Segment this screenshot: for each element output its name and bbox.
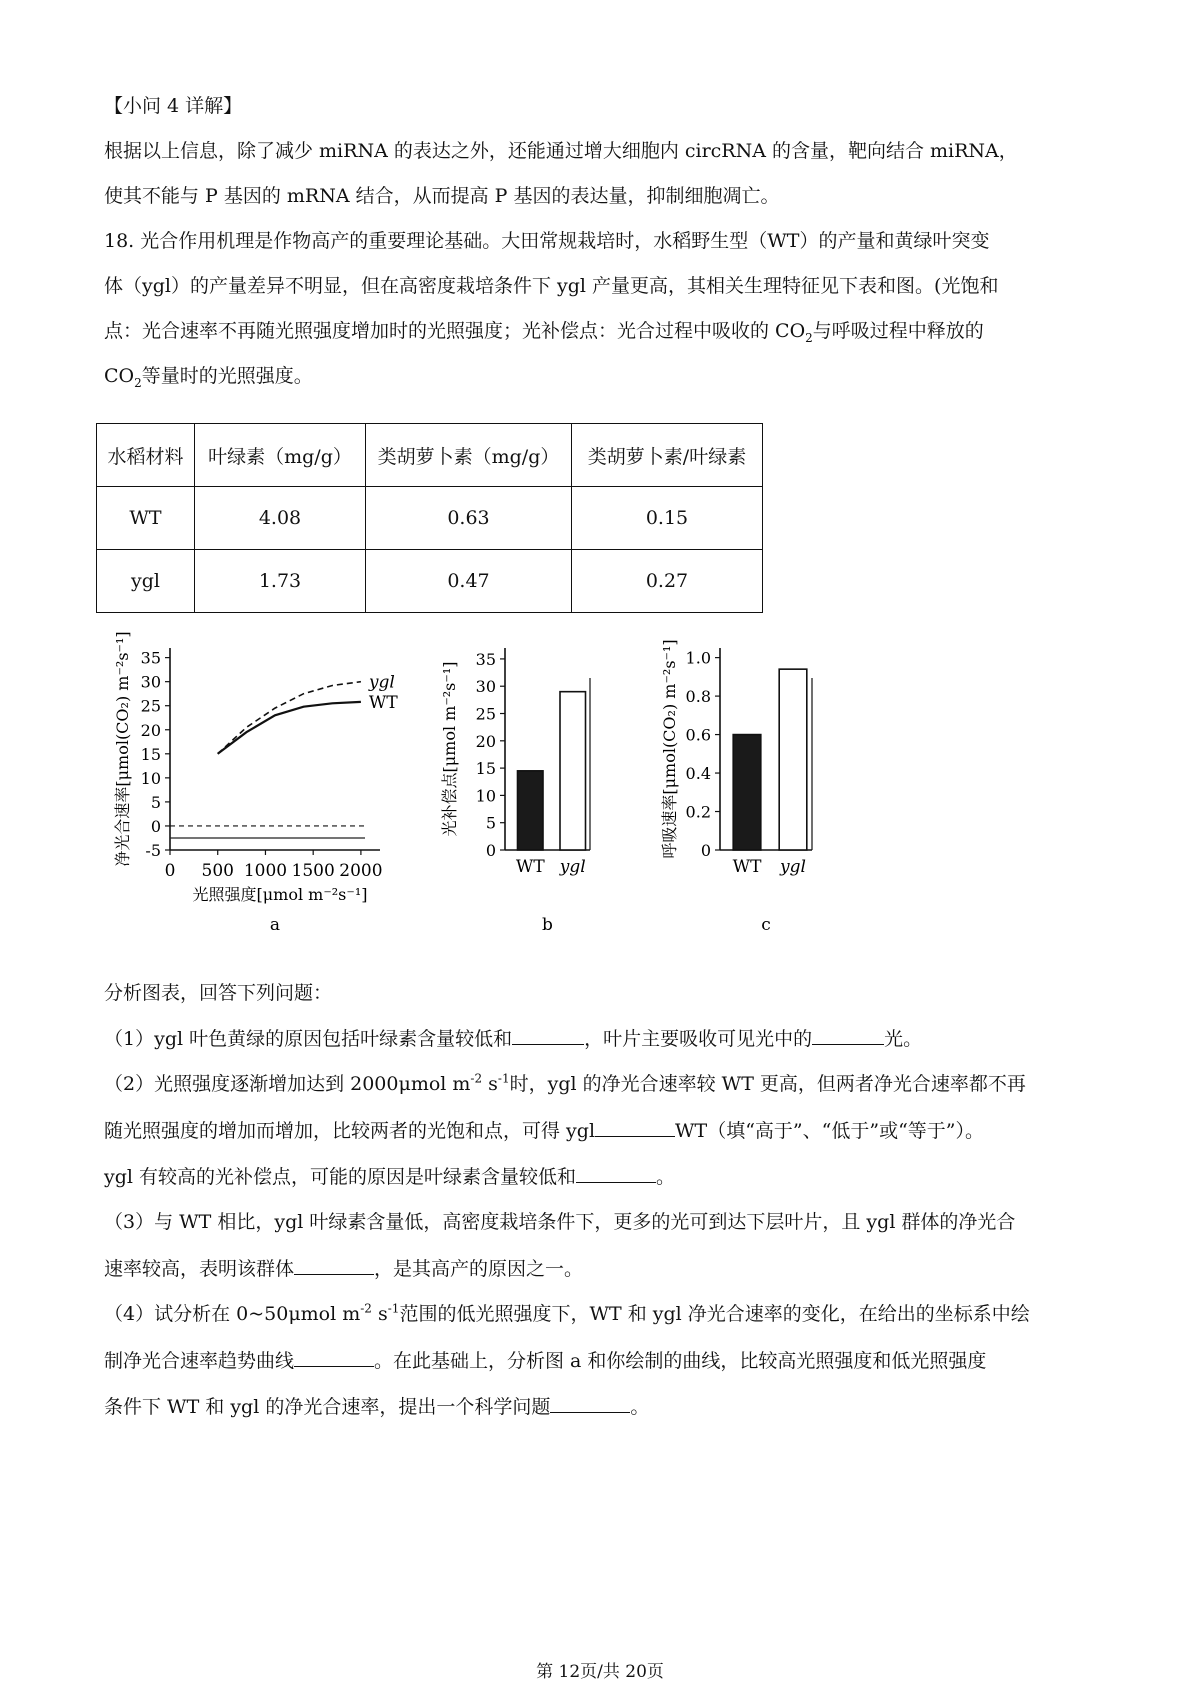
- chart-a-y-tick-label: 25: [140, 696, 161, 716]
- chart-c-y-label: 呼吸速率[μmol(CO₂) m⁻²s⁻¹]: [660, 639, 679, 859]
- chart-b-y-tick-label: 15: [475, 759, 496, 779]
- chart-b-y-tick-label: 25: [475, 704, 496, 724]
- table-cell: 0.47: [366, 550, 572, 613]
- question-2: 随光照强度的增加而增加，比较两者的光饱和点，可得 ygl WT（填“高于”、“低于”或“等于”）。: [104, 1120, 984, 1142]
- chart-c-y-tick-label: 0.2: [685, 802, 711, 822]
- photosynthesis-figure: [110, 618, 870, 948]
- chart-b-y-tick-label: 20: [475, 731, 496, 751]
- chart-a-y-tick-label: -5: [145, 841, 161, 860]
- chart-b-bar: [518, 771, 544, 850]
- table-row: [97, 487, 763, 550]
- chart-b-y-label: 光补偿点[μmol m⁻²s⁻¹]: [440, 661, 459, 837]
- question-1: （1）ygl 叶色黄绿的原因包括叶绿素含量较低和 ，叶片主要吸收可见光中的 光。: [104, 1028, 923, 1050]
- chart-a-x-label: 光照强度[μmol m⁻²s⁻¹]: [192, 885, 368, 904]
- chart-a-series-line: [218, 682, 361, 754]
- answer-blank[interactable]: [576, 1164, 656, 1183]
- answer-blank[interactable]: [294, 1348, 374, 1367]
- chart-a-y-tick-label: 30: [140, 672, 161, 692]
- chart-a-series-label: WT: [368, 692, 398, 713]
- chart-c-y-tick-label: 0.4: [685, 764, 711, 784]
- table-cell: 4.08: [195, 487, 366, 550]
- answer-line: 根据以上信息，除了减少 miRNA 的表达之外，还能通过增大细胞内 circRNA 的含量，靶向结合 miRNA，: [104, 140, 1018, 162]
- pigment-table: [96, 423, 763, 613]
- chart-a-y-tick-label: 20: [140, 720, 161, 740]
- table-header-cell: 类胡萝卜素/叶绿素: [572, 424, 763, 487]
- table-row: [97, 550, 763, 613]
- table-cell: 0.15: [572, 487, 763, 550]
- section-header: 【小问 4 详解】: [104, 95, 243, 117]
- table-cell: WT: [97, 487, 195, 550]
- question-18-text: 体（ygl）的产量差异不明显，但在高密度栽培条件下 ygl 产量更高，其相关生理特征见下表和图。(光饱和: [104, 275, 999, 297]
- chart-c-panel-label: c: [761, 915, 771, 935]
- question-18-text: 18. 光合作用机理是作物高产的重要理论基础。大田常规栽培时，水稻野生型（WT）的产量和黄绿叶突变: [104, 230, 990, 252]
- chart-c-y-tick-label: 0.6: [685, 725, 711, 745]
- chart-a-y-tick-label: 35: [140, 648, 161, 668]
- chart-c-category-label: ygl: [780, 857, 806, 877]
- answer-blank[interactable]: [512, 1026, 584, 1045]
- chart-b-category-label: WT: [515, 857, 545, 877]
- answer-line: 使其不能与 P 基因的 mRNA 结合，从而提高 P 基因的表达量，抑制细胞凋亡。: [104, 185, 780, 207]
- chart-b-y-tick-label: 35: [475, 649, 496, 669]
- questions-intro: 分析图表，回答下列问题：: [104, 982, 333, 1004]
- question-18-text: $CO_2$等量时的光照强度。: [104, 365, 313, 390]
- chart-c-category-label: WT: [732, 857, 762, 877]
- chart-a-y-label: 净光合速率[μmol(CO₂) m⁻²s⁻¹]: [113, 631, 132, 867]
- question-3: 速率较高，表明该群体 ，是其高产的原因之一。: [104, 1258, 584, 1280]
- table-cell: ygl: [97, 550, 195, 613]
- question-2: ygl 有较高的光补偿点，可能的原因是叶绿素含量较低和 。: [104, 1166, 676, 1188]
- chart-b-y-tick-label: 0: [485, 841, 496, 860]
- page-footer: 第 12页/共 20页: [536, 1662, 664, 1682]
- chart-a-x-tick-label: 1000: [243, 861, 288, 881]
- answer-blank[interactable]: [812, 1026, 884, 1045]
- chart-b-y-tick-label: 10: [475, 786, 496, 806]
- chart-c-y-tick-label: 0: [700, 841, 711, 860]
- chart-a-y-tick-label: 10: [140, 768, 161, 788]
- question-4: （4）试分析在 0~50μmol $m^{-2}$ $s^{-1}$范围的低光照强度下，WT 和 ygl 净光合速率的变化，在给出的坐标系中绘: [104, 1301, 1030, 1325]
- chart-a-series-label: ygl: [368, 672, 395, 693]
- answer-blank[interactable]: [294, 1256, 374, 1275]
- table-header-cell: 叶绿素（mg/g）: [195, 424, 366, 487]
- answer-blank[interactable]: [595, 1118, 675, 1137]
- chart-a-y-tick-label: 0: [150, 816, 161, 836]
- chart-a-y-tick-label: 5: [150, 792, 161, 812]
- chart-c-y-tick-label: 0.8: [685, 687, 711, 707]
- chart-b-bar: [560, 692, 586, 850]
- chart-c-bar: [779, 669, 807, 850]
- chart-b-category-label: ygl: [559, 857, 586, 877]
- question-4: 条件下 WT 和 ygl 的净光合速率，提出一个科学问题 。: [104, 1396, 650, 1418]
- table-header-row: [97, 424, 763, 487]
- chart-a-x-tick-label: 1500: [291, 861, 335, 881]
- question-18-text: 点：光合速率不再随光照强度增加时的光照强度；光补偿点：光合过程中吸收的 $CO_2$与呼吸过程中释放的: [104, 320, 984, 345]
- chart-a-x-tick-label: 2000: [339, 861, 383, 881]
- table-cell: 0.27: [572, 550, 763, 613]
- chart-c-bar: [733, 735, 761, 850]
- chart-a-x-tick-label: 500: [201, 861, 234, 881]
- question-4: 制净光合速率趋势曲线 。在此基础上，分析图 a 和你绘制的曲线，比较高光照强度和低光照强度: [104, 1350, 987, 1372]
- chart-b-y-tick-label: 30: [475, 677, 496, 697]
- answer-blank[interactable]: [550, 1394, 630, 1413]
- chart-a-x-tick-label: 0: [164, 861, 176, 881]
- question-2: （2）光照强度逐渐增加达到 2000μmol $m^{-2}$ $s^{-1}$时，ygl 的净光合速率较 WT 更高，但两者净光合速率都不再: [104, 1071, 1026, 1095]
- question-3: （3）与 WT 相比，ygl 叶绿素含量低，高密度栽培条件下，更多的光可到达下层叶片，且 ygl 群体的净光合: [104, 1211, 1016, 1233]
- table-header-cell: 类胡萝卜素（mg/g）: [366, 424, 572, 487]
- chart-b-panel-label: b: [542, 915, 553, 935]
- table-header-cell: 水稻材料: [97, 424, 195, 487]
- chart-a-panel-label: a: [269, 915, 281, 935]
- chart-a-series-line: [218, 702, 361, 754]
- chart-c-y-tick-label: 1.0: [685, 648, 711, 668]
- table-cell: 1.73: [195, 550, 366, 613]
- chart-a-y-tick-label: 15: [140, 744, 161, 764]
- chart-b-y-tick-label: 5: [485, 813, 496, 833]
- table-cell: 0.63: [366, 487, 572, 550]
